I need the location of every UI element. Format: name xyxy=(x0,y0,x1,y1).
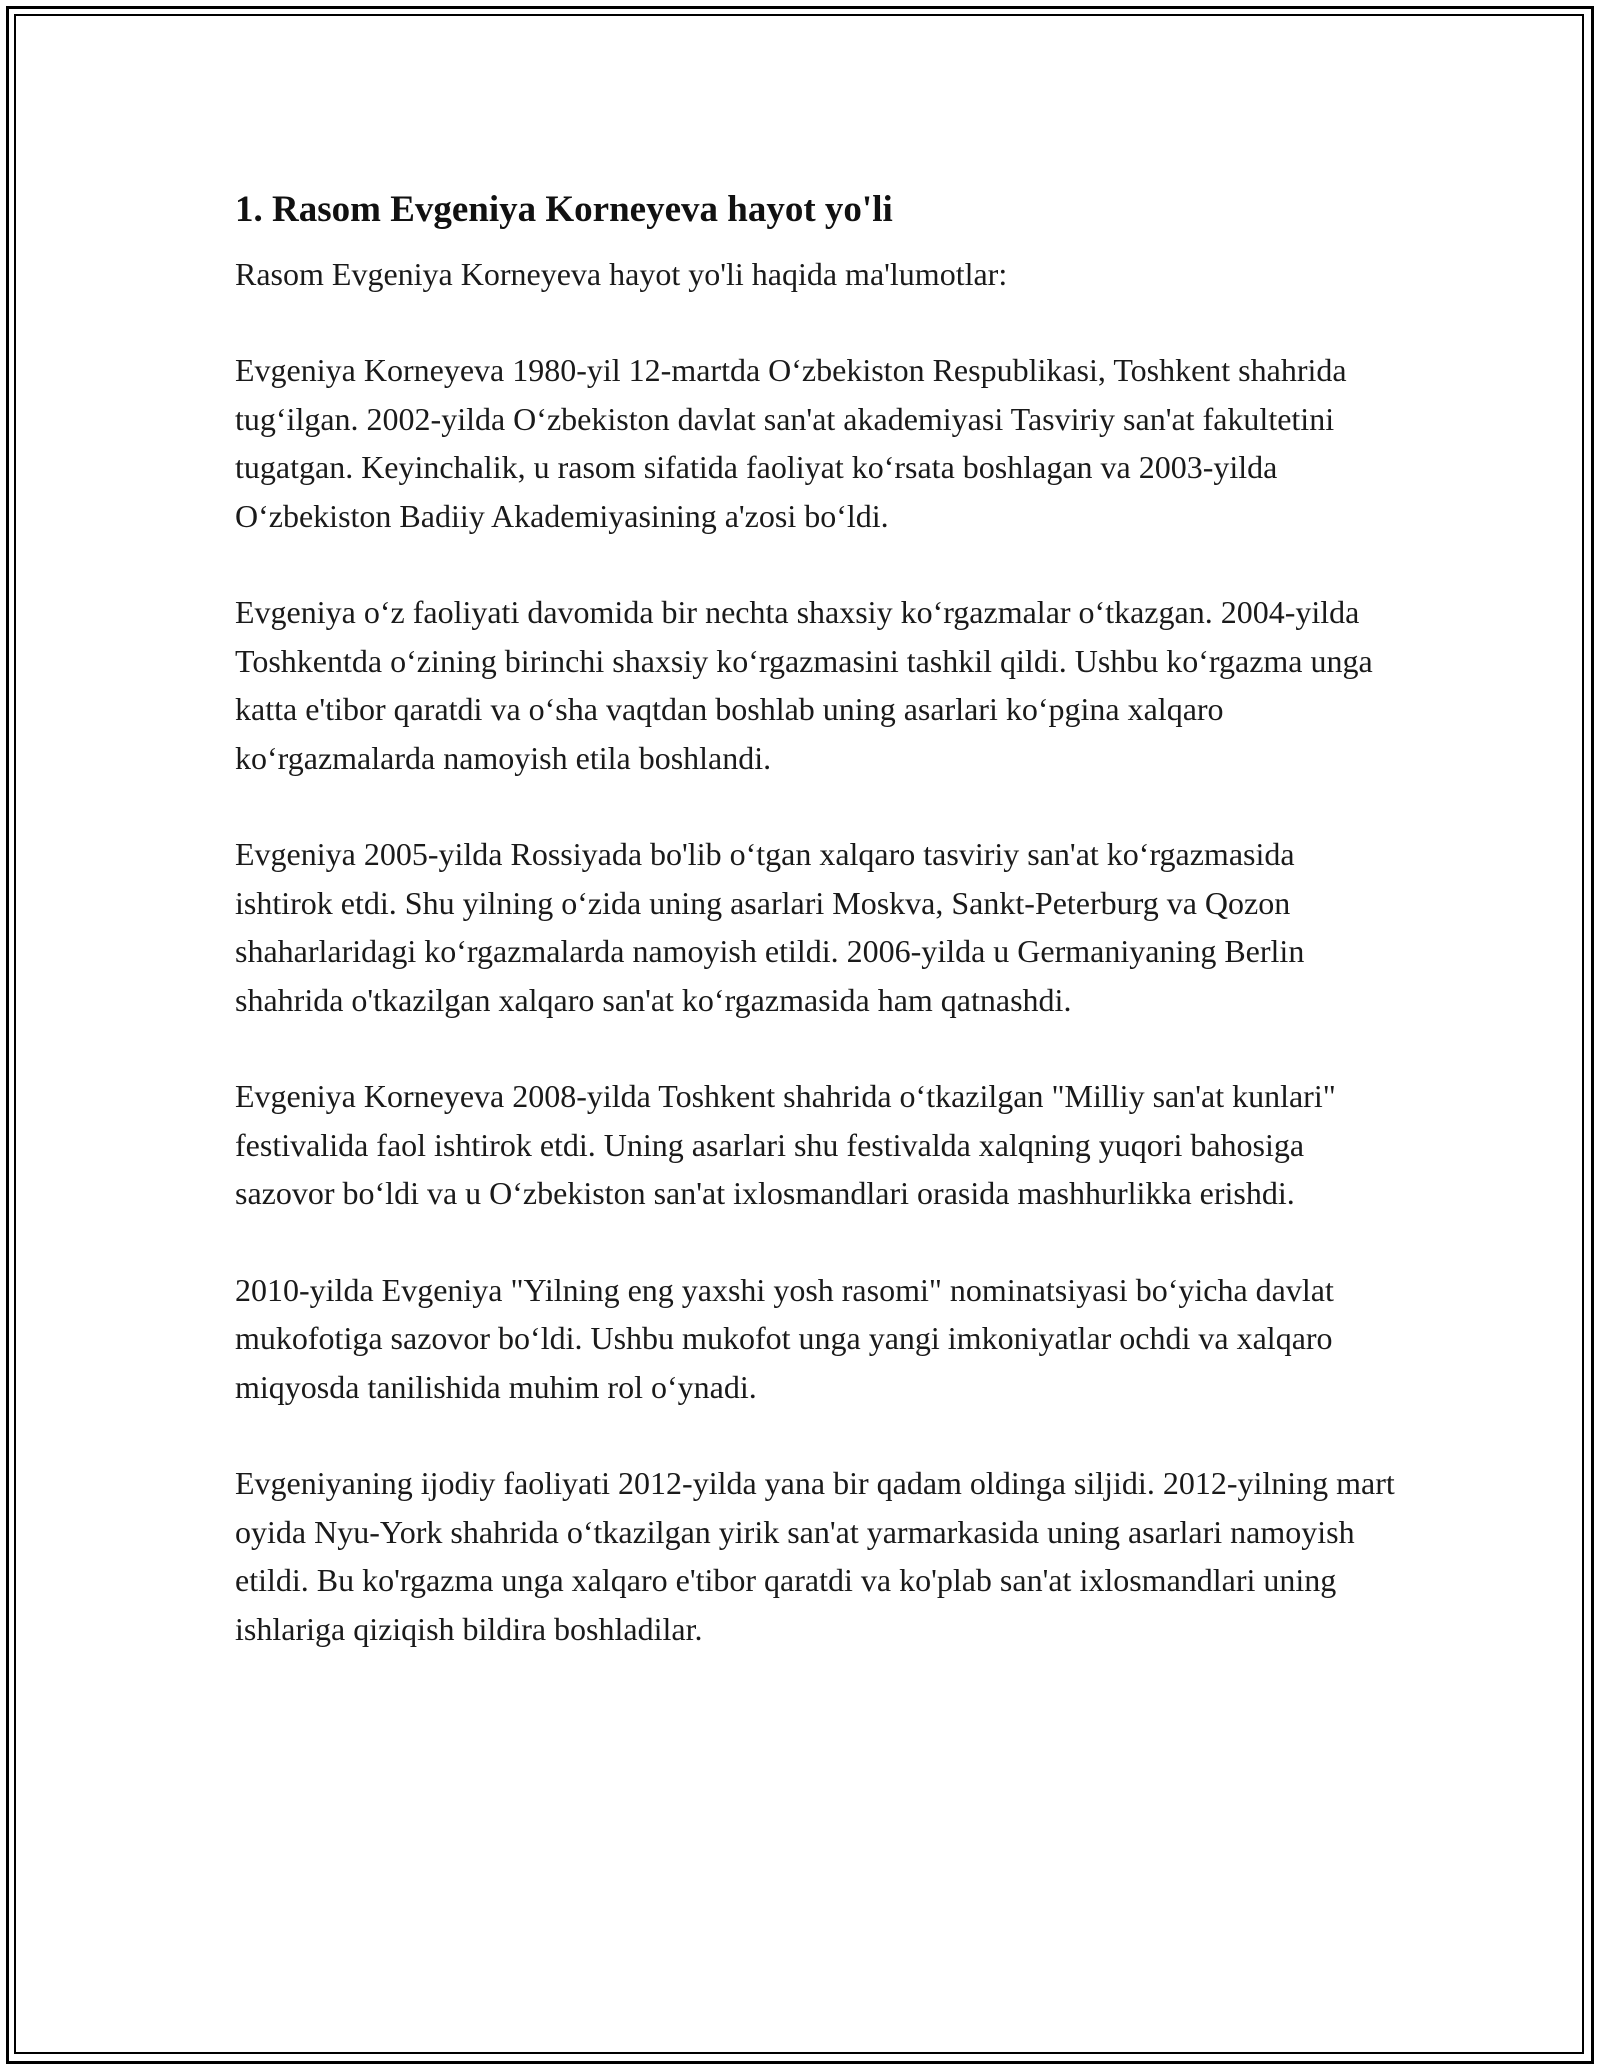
paragraph-birth-education: Evgeniya Korneyeva 1980-yil 12-martda O‘zbekiston Respublikasi, Toshkent shahrida tug‘ilgan. 2002-yilda O‘zbekiston davlat san'at akademiyasi Tasviriy san'at fakultetini tugatgan. Keyinchalik, u rasom sifatida faoliyat ko‘rsata boshlagan va 2003-yilda O‘zbekiston Badiiy Akademiyasining a'zosi bo‘ldi. xyxy=(235,352,1347,534)
paragraph-new-york-fair: Evgeniyaning ijodiy faoliyati 2012-yilda yana bir qadam oldinga siljidi. 2012-yilning mart oyida Nyu-York shahrida o‘tkazilgan yirik san'at yarmarkasida uning asarlari namoyish etildi. Bu ko'rgazma unga xalqaro e'tibor qaratdi va ko'plab san'at ixlosmandlari uning ishlariga qiziqish bildira boshladilar. xyxy=(235,1465,1395,1647)
paragraph-international-exhibitions: Evgeniya 2005-yilda Rossiyada bo'lib o‘tgan xalqaro tasviriy san'at ko‘rgazmasida ishtirok etdi. Shu yilning o‘zida uning asarlari Moskva, Sankt-Peterburg va Qozon shaharlaridagi ko‘rgazmalarda namoyish etildi. 2006-yilda u Germaniyaning Berlin shahrida o'tkazilgan xalqaro san'at ko‘rgazmasida ham qatnashdi. xyxy=(235,836,1305,1018)
page-title: 1. Rasom Evgeniya Korneyeva hayot yo'li xyxy=(235,189,893,230)
paragraph-exhibitions: Evgeniya o‘z faoliyati davomida bir nechta shaxsiy ko‘rgazmalar o‘tkazgan. 2004-yilda Toshkentda o‘zining birinchi shaxsiy ko‘rgazmasini tashkil qildi. Ushbu ko‘rgazma unga katta e'tibor qaratdi va o‘sha vaqtdan boshlab uning asarlari ko‘pgina xalqaro ko‘rgazmalarda namoyish etila boshlandi. xyxy=(235,594,1373,776)
document-body xyxy=(235,186,1395,1701)
intro-paragraph: Rasom Evgeniya Korneyeva hayot yo'li haqida ma'lumotlar: xyxy=(235,256,1008,292)
paragraph-award: 2010-yilda Evgeniya "Yilning eng yaxshi yosh rasomi" nominatsiyasi bo‘yicha davlat mukofotiga sazovor bo‘ldi. Ushbu mukofot unga yangi imkoniyatlar ochdi va xalqaro miqyosda tanilishida muhim rol o‘ynadi. xyxy=(235,1271,1334,1405)
paragraph-festival: Evgeniya Korneyeva 2008-yilda Toshkent shahrida o‘tkazilgan "Milliy san'at kunlari" festivalida faol ishtirok etdi. Uning asarlari shu festivalda xalqning yuqori bahosiga sazovor bo‘ldi va u O‘zbekiston san'at ixlosmandlari orasida mashhurlikka erishdi. xyxy=(235,1078,1336,1211)
